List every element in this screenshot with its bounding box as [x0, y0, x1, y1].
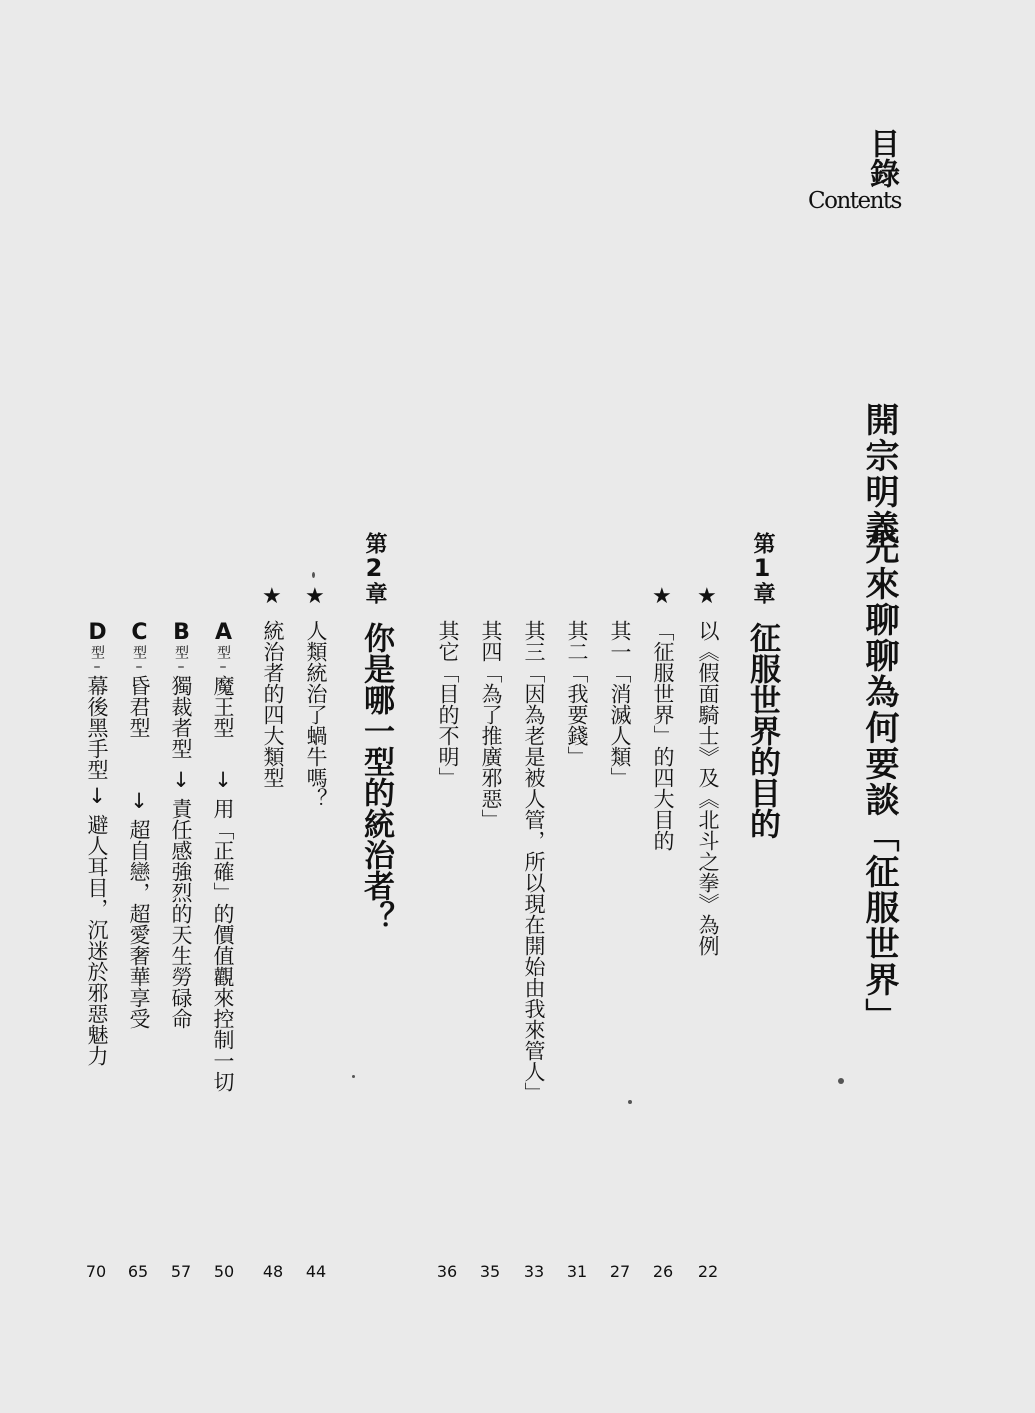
type-letter: D — [85, 620, 110, 645]
arrow-down-icon: ↓ — [169, 768, 193, 792]
chapter2-label-number: 2 — [360, 554, 388, 582]
paper-speck — [352, 1075, 355, 1078]
type-dash: – — [215, 659, 231, 675]
arrow-down-icon: ↓ — [85, 784, 109, 808]
type-char: 型 — [173, 645, 189, 659]
type-desc: 責任感強烈的天生勞碌命 — [169, 798, 193, 1029]
type-entry-c[interactable] — [128, 620, 150, 1029]
paper-speck — [628, 1100, 632, 1104]
chapter1-title: 征服世界的目的 — [744, 622, 780, 839]
toc-entry[interactable]: 其四「為了推廣邪惡」 — [479, 620, 503, 830]
toc-entry[interactable]: 統治者的四大類型 — [261, 620, 285, 788]
star-icon: ★ — [305, 584, 325, 609]
intro-label: 開宗明義 — [859, 402, 899, 546]
page-number: 70 — [85, 1262, 107, 1281]
type-desc: 超自戀，超愛奢華享受 — [127, 819, 151, 1029]
type-letter: A — [211, 620, 236, 645]
type-char: 型 — [89, 645, 105, 659]
page-number: 35 — [479, 1262, 501, 1281]
page-number: 44 — [305, 1262, 327, 1281]
type-entry-a[interactable] — [212, 620, 234, 1092]
type-name: 魔王型 — [211, 675, 235, 738]
chapter2-label-prefix: 第 — [362, 532, 387, 554]
toc-entry[interactable]: 其三「因為老是被人管，所以現在開始由我來管人」 — [522, 620, 546, 1103]
type-desc: 避人耳目，沉迷於邪惡魅力 — [85, 814, 109, 1066]
page-number: 50 — [213, 1262, 235, 1281]
type-entry-b[interactable] — [170, 620, 192, 1029]
type-char: 型 — [215, 645, 231, 659]
chapter1-label-prefix: 第 — [750, 532, 775, 554]
page-number: 31 — [566, 1262, 588, 1281]
star-icon: ★ — [697, 584, 717, 609]
star-icon: ★ — [652, 584, 672, 609]
type-letter: C — [127, 620, 152, 645]
page-number: 48 — [262, 1262, 284, 1281]
chapter1-label-number: 1 — [748, 554, 776, 582]
toc-entry[interactable]: 其一「消滅人類」 — [608, 620, 632, 788]
type-desc: 用「正確」的價值觀來控制一切 — [211, 798, 235, 1092]
toc-entry[interactable]: 以《假面騎士》及《北斗之拳》為例 — [696, 620, 720, 956]
arrow-down-icon: ↓ — [211, 768, 235, 792]
chapter1-label — [750, 532, 774, 604]
star-icon: ★ — [262, 584, 282, 609]
chapter1-label-suffix: 章 — [750, 582, 775, 604]
type-dash: – — [131, 659, 147, 675]
toc-entry[interactable]: 「征服世界」的四大目的 — [651, 620, 675, 851]
chapter2-label — [362, 532, 386, 604]
type-name: 昏君型 — [127, 675, 151, 738]
page-number: 27 — [609, 1262, 631, 1281]
type-letter: B — [169, 620, 194, 645]
type-char: 型 — [131, 645, 147, 659]
paper-speck — [838, 1078, 844, 1084]
chapter2-title: 你是哪一型的統治者？ — [358, 622, 394, 932]
page-number: 57 — [170, 1262, 192, 1281]
type-name: 幕後黑手型 — [85, 675, 109, 780]
type-dash: – — [89, 659, 105, 675]
intro-title: 先來聊聊為何要談「征服世界」 — [859, 530, 899, 1034]
type-name: 獨裁者型 — [169, 675, 193, 759]
toc-entry[interactable]: 其它「目的不明」 — [436, 620, 460, 788]
page-number: 36 — [436, 1262, 458, 1281]
toc-entry[interactable]: 其二「我要錢」 — [565, 620, 589, 767]
paper-speck — [312, 572, 315, 578]
type-entry-d[interactable] — [86, 620, 108, 1066]
page-number: 26 — [652, 1262, 674, 1281]
arrow-down-icon: ↓ — [127, 789, 151, 813]
toc-entry[interactable]: 人類統治了蝸牛嗎？ — [304, 620, 328, 809]
page-number: 33 — [523, 1262, 545, 1281]
page-number: 22 — [697, 1262, 719, 1281]
chapter2-label-suffix: 章 — [362, 582, 387, 604]
page-number: 65 — [127, 1262, 149, 1281]
toc-title: 目錄 — [864, 128, 899, 188]
toc-subtitle: Contents — [808, 188, 901, 214]
type-dash: – — [173, 659, 189, 675]
